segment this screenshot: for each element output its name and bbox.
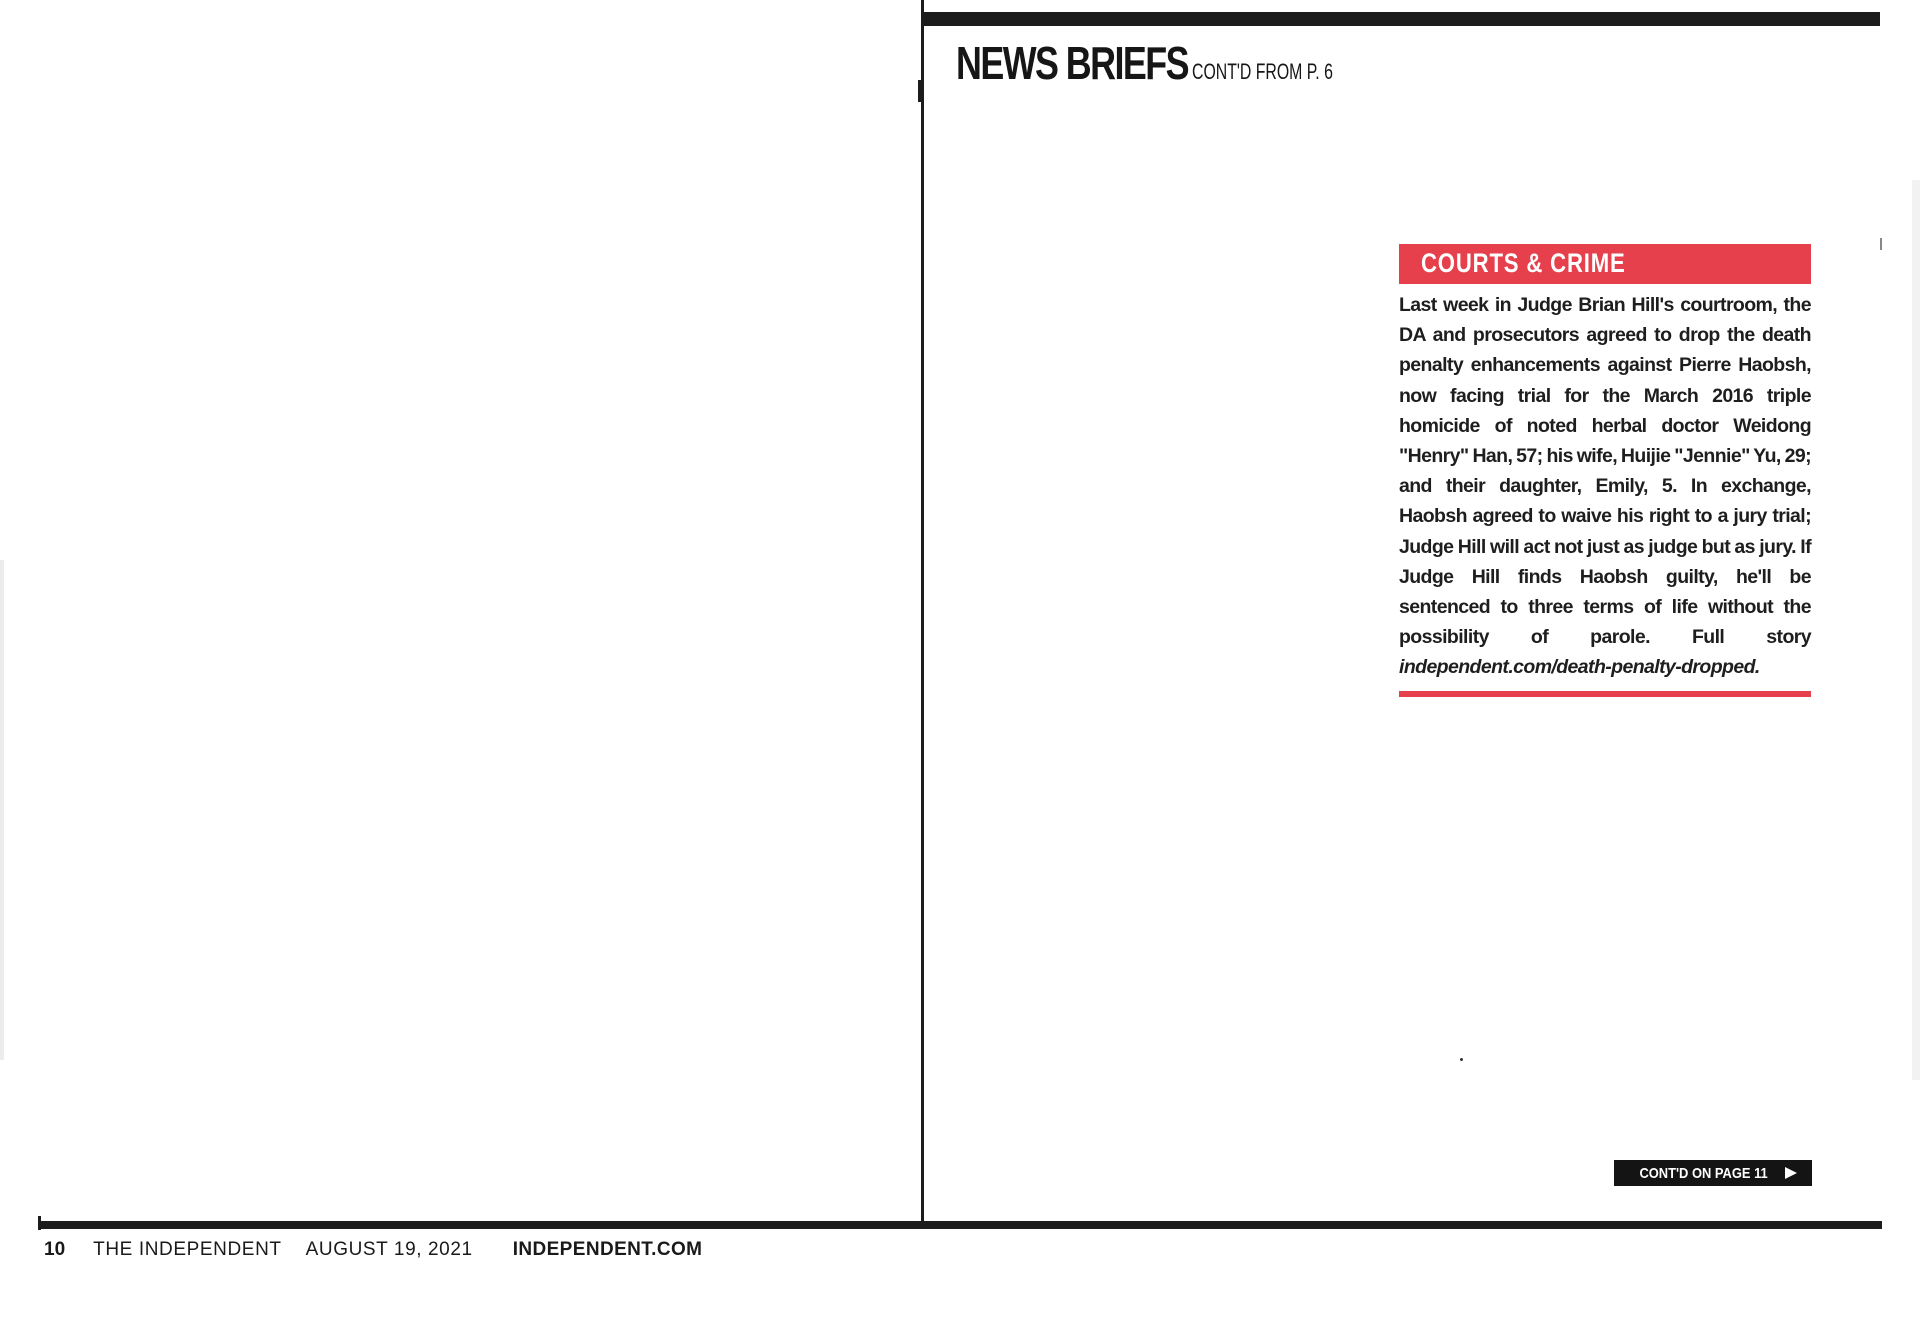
left-page-edge-shade — [0, 560, 4, 1060]
edge-mark — [1880, 238, 1882, 250]
gutter-tick-mark — [918, 80, 921, 102]
brief-bottom-rule — [1399, 691, 1811, 697]
issue-date: AUGUST 19, 2021 — [305, 1239, 473, 1260]
top-rule — [922, 12, 1880, 26]
brief-heading-bar — [1399, 244, 1811, 284]
news-brief-box — [1399, 244, 1811, 697]
continued-on-tag — [1614, 1160, 1812, 1186]
brief-body-copy: Last week in Judge Brian Hill's courtroom, the DA and prosecutors agreed to drop the death penalty enhancements against Pierre Haobsh, now facing trial for the March 2016 triple homicide of noted herbal doctor Weidong "Henry" Han, 57; his wife, Huijie "Jennie" Yu, 29; and their daughter, Emily, 5. In exchange, Haobsh agreed to waive his right to a jury trial; Judge Hill will act not just as judge but as jury. If Judge Hill finds Haobsh guilty, he'll be sentenced to three terms of life without the possibility of parole. Full story — [1399, 294, 1811, 649]
brief-story-link[interactable]: independent.com/death-penalty-dropped. — [1399, 656, 1760, 679]
print-speck — [1460, 1058, 1463, 1061]
section-header — [956, 36, 1388, 90]
bottom-rule — [38, 1221, 1882, 1229]
page-number: 10 — [44, 1239, 66, 1260]
publication-website[interactable]: INDEPENDENT.COM — [512, 1239, 703, 1260]
brief-category-heading: COURTS & CRIME — [1421, 248, 1626, 278]
continued-from-label: CONT'D FROM P. 6 — [1192, 59, 1333, 84]
page-gutter-line — [921, 0, 924, 1228]
right-page-edge-shade — [1912, 180, 1920, 1080]
brief-body-text — [1399, 290, 1811, 683]
continued-on-label: CONT'D ON PAGE 11 — [1639, 1164, 1769, 1182]
section-title: NEWS BRIEFS — [956, 37, 1189, 89]
arrow-right-icon — [1785, 1167, 1797, 1179]
page-footer — [44, 1239, 702, 1261]
publication-name: THE INDEPENDENT — [93, 1239, 282, 1260]
